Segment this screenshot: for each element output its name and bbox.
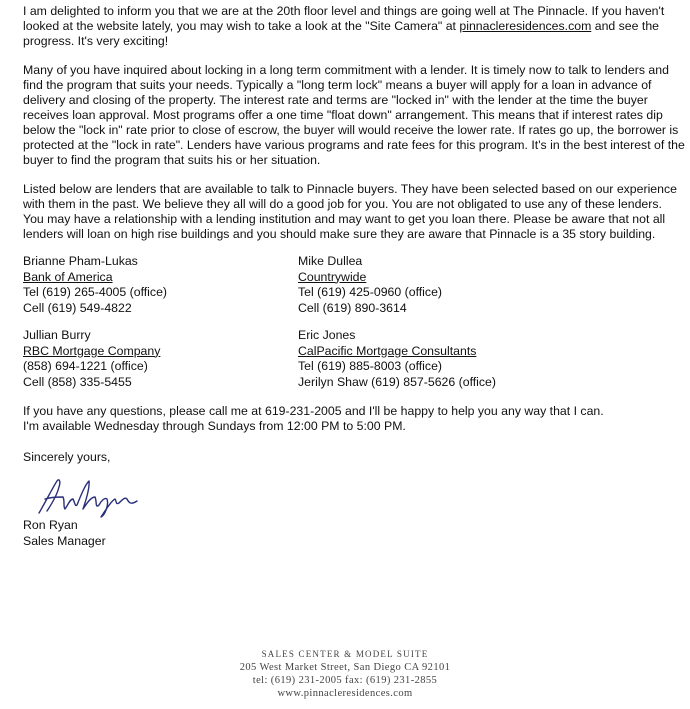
lender-phone: (858) 694-1221 (office) xyxy=(23,359,148,373)
lender-phone: Tel (619) 425-0960 (office) xyxy=(298,285,443,299)
footer-phones: tel: (619) 231-2005 fax: (619) 231-2855 xyxy=(252,675,438,686)
lender-phone: Tel (619) 885-8003 (office) xyxy=(298,359,443,373)
lender-company: CalPacific Mortgage Consultants xyxy=(298,343,477,358)
signature-image xyxy=(35,475,145,519)
closing-line: If you have any questions, please call me at 619-231-2005 and I'll be happy to help you any way that I can. xyxy=(23,404,604,418)
intro-paragraph xyxy=(23,4,685,49)
lender-name: Brianne Pham-Lukas xyxy=(23,254,138,268)
lender-phone: Cell (858) 335-5455 xyxy=(23,374,132,389)
lender-phone: Tel (619) 265-4005 (office) xyxy=(23,285,168,299)
lock-paragraph: Many of you have inquired about locking in a long term commitment with a lender. It is timely now to talk to lenders and find the program that suits your needs. Typically a "long term lock" means a buyer will apply for a loan in advance of delivery and closing of the property. The interest rate and terms are "locked in" with the lender at the time the buyer receives loan approval. Most programs offer a one time "float down" arrangement. This means that if interest rates dip below the "lock in" rate prior to close of escrow, the buyer will would receive the lower rate. If rates go up, the borrower is protected at the "lock in rate". Lenders have various programs and rate fees for this program. It's in the best interest of the buyer to find the program that suits his or her situation. xyxy=(23,63,685,167)
closing-paragraph xyxy=(23,404,685,434)
intro-text-start: I am delighted to inform you that we are at the 20th floor level and things are going well at The Pinnacle. If you haven't looked at the website lately, you may wish to take a look at the "Site Camera" at xyxy=(23,4,665,33)
footer-website[interactable]: www.pinnacleresidences.com xyxy=(277,688,413,699)
website-link[interactable]: pinnacleresidences.com xyxy=(459,19,592,33)
lender-contact xyxy=(298,254,658,316)
lender-contact xyxy=(298,328,658,390)
lender-phone: Jerilyn Shaw (619) 857-5626 (office) xyxy=(298,374,496,389)
lender-phone: Cell (619) 890-3614 xyxy=(298,300,407,315)
salutation: Sincerely yours, xyxy=(23,450,111,464)
lender-company: Bank of America xyxy=(23,269,113,284)
letter-body xyxy=(23,4,685,549)
letterhead-footer xyxy=(0,648,690,700)
lender-name: Eric Jones xyxy=(298,328,356,342)
closing-line: I'm available Wednesday through Sundays from 12:00 PM to 5:00 PM. xyxy=(23,419,406,433)
footer-center-title: SALES CENTER & MODEL SUITE xyxy=(261,649,429,659)
intro-text-end: and see the progress. It's very exciting! xyxy=(23,19,659,48)
footer-address: 205 West Market Street, San Diego CA 92101 xyxy=(239,662,451,673)
lender-phone: Cell (619) 549-4822 xyxy=(23,300,132,315)
lender-company: RBC Mortgage Company xyxy=(23,343,161,358)
lender-name: Jullian Burry xyxy=(23,328,91,342)
lender-list xyxy=(23,254,685,390)
lender-name: Mike Dullea xyxy=(298,254,363,268)
lenders-paragraph: Listed below are lenders that are available to talk to Pinnacle buyers. They have been selected based on our experience with them in the past. We believe they all will do a good job for you. You are not obligated to use any of these lenders. You may have a relationship with a lending institution and may want to get you loan there. Please be aware that not all lenders will loan on high rise buildings and you should make sure they are aware that Pinnacle is a 35 story building. xyxy=(23,182,677,241)
lender-contact xyxy=(23,254,298,316)
signer-name: Ron Ryan xyxy=(23,518,78,532)
lender-contact xyxy=(23,328,298,390)
lender-company: Countrywide xyxy=(298,269,367,284)
signature xyxy=(23,475,685,517)
signer-title: Sales Manager xyxy=(23,534,106,548)
